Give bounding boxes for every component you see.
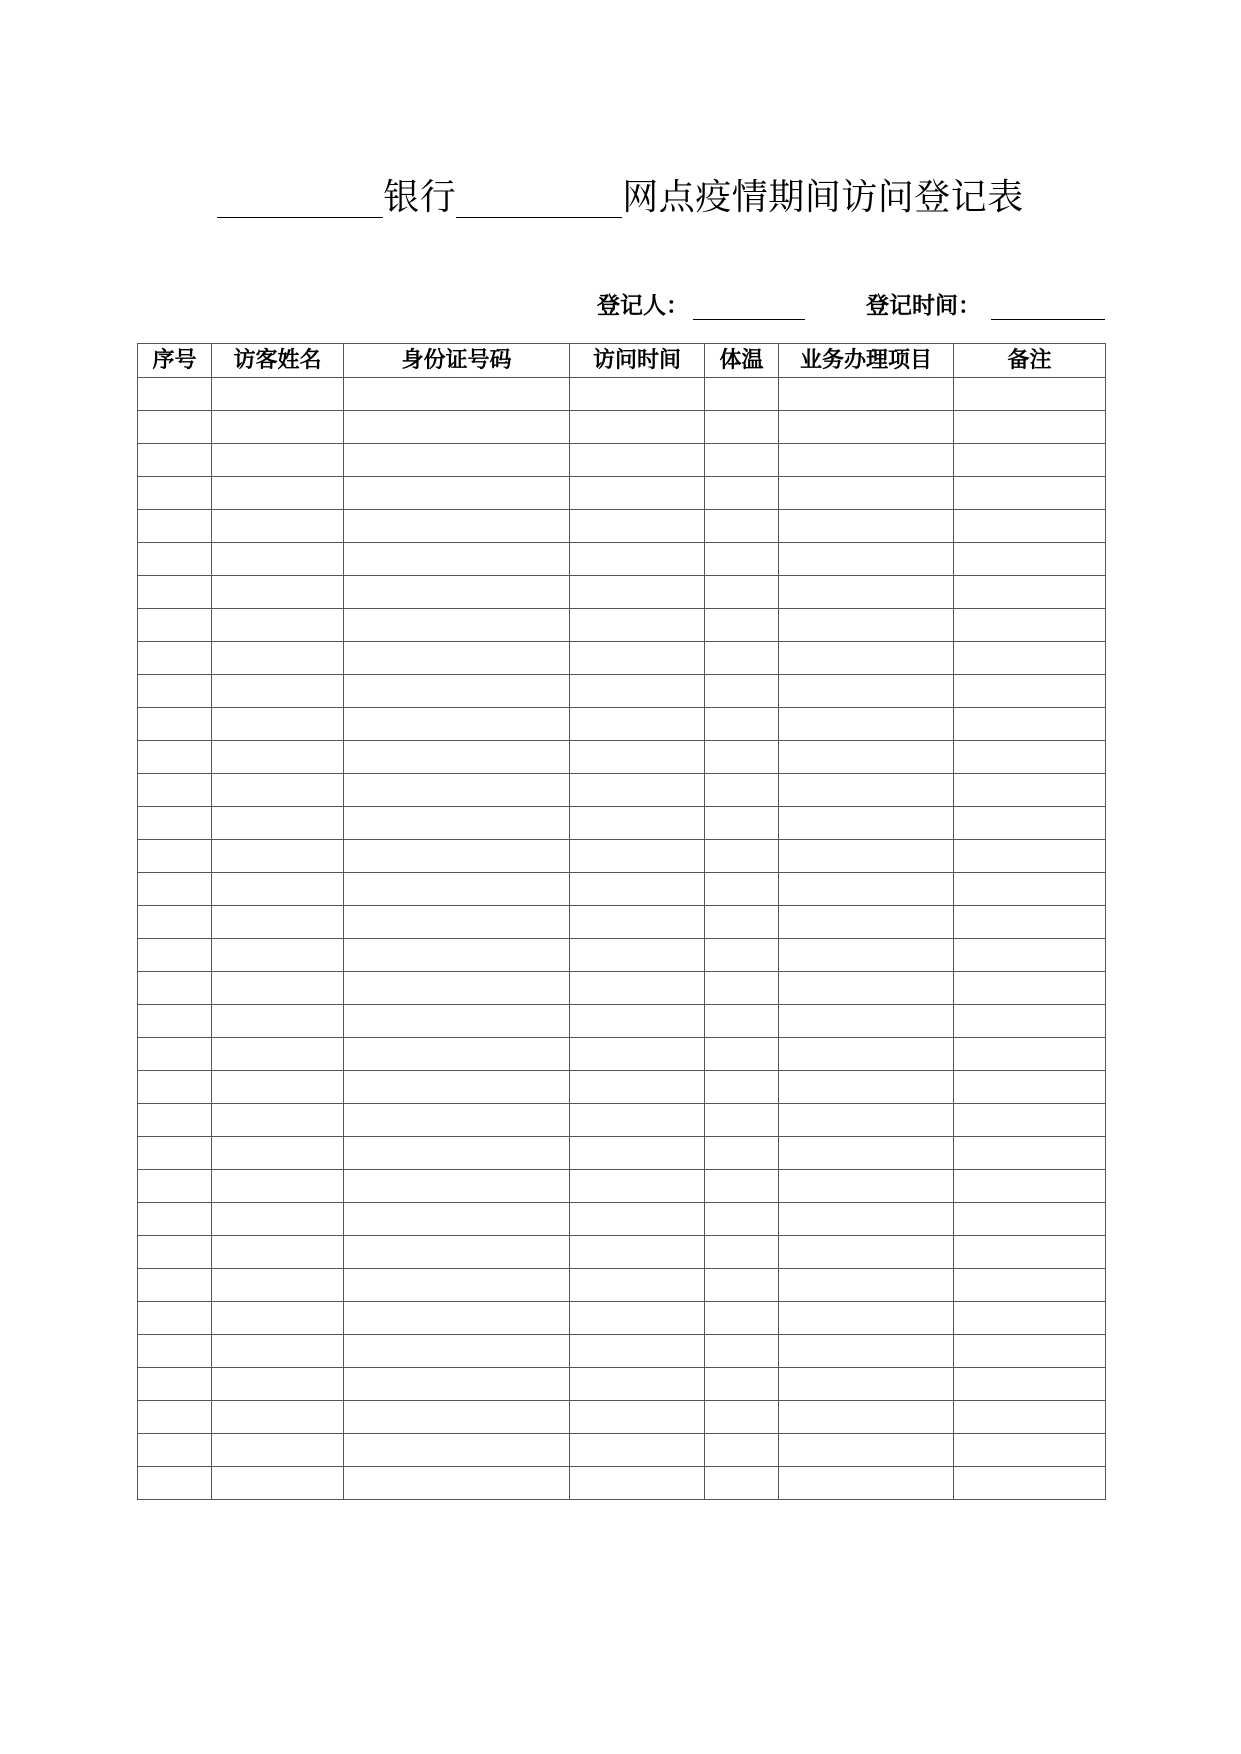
table-cell[interactable] [779,543,954,576]
table-row [138,1071,1106,1104]
column-header-serial-number: 序号 [138,344,212,378]
table-cell[interactable] [954,1335,1106,1368]
table-cell[interactable] [570,477,705,510]
table-cell[interactable] [570,1236,705,1269]
table-cell[interactable] [570,1434,705,1467]
table-cell[interactable] [138,1236,212,1269]
table-cell[interactable] [138,774,212,807]
table-cell[interactable] [212,1401,344,1434]
table-cell[interactable] [954,576,1106,609]
table-row [138,939,1106,972]
table-cell[interactable] [138,1005,212,1038]
table-cell[interactable] [705,1467,779,1500]
table-cell[interactable] [779,1236,954,1269]
table-cell[interactable] [344,411,570,444]
table-cell[interactable] [138,1335,212,1368]
table-cell[interactable] [138,444,212,477]
table-cell[interactable] [954,642,1106,675]
table-cell[interactable] [212,1434,344,1467]
visitor-register-table [137,343,1106,1500]
table-cell[interactable] [779,1302,954,1335]
table-cell[interactable] [954,1203,1106,1236]
table-cell[interactable] [570,1203,705,1236]
table-cell[interactable] [954,1401,1106,1434]
table-cell[interactable] [779,774,954,807]
table-cell[interactable] [344,1434,570,1467]
table-cell[interactable] [344,444,570,477]
table-row [138,1467,1106,1500]
table-cell[interactable] [705,1434,779,1467]
table-cell[interactable] [954,1170,1106,1203]
table-cell[interactable] [138,1401,212,1434]
table-cell[interactable] [779,477,954,510]
table-cell[interactable] [954,1005,1106,1038]
registrar-label: 登记人： [597,293,689,319]
table-cell[interactable] [954,939,1106,972]
table-row [138,840,1106,873]
column-header-visit-time: 访问时间 [570,344,705,378]
bank-name-blank[interactable] [217,172,383,218]
table-cell[interactable] [212,1302,344,1335]
branch-name-blank[interactable] [456,172,622,218]
table-row [138,642,1106,675]
table-row [138,906,1106,939]
table-cell[interactable] [570,609,705,642]
table-cell[interactable] [138,1203,212,1236]
table-cell[interactable] [344,576,570,609]
table-row [138,1005,1106,1038]
table-cell[interactable] [954,477,1106,510]
table-cell[interactable] [705,1203,779,1236]
table-cell[interactable] [779,1368,954,1401]
table-cell[interactable] [705,807,779,840]
table-cell[interactable] [705,1170,779,1203]
table-row [138,1038,1106,1071]
table-row [138,1269,1106,1302]
table-cell[interactable] [344,378,570,411]
table-cell[interactable] [570,972,705,1005]
table-row [138,1170,1106,1203]
table-cell[interactable] [705,741,779,774]
table-row [138,774,1106,807]
title-main-text: 网点疫情期间访问登记表 [622,177,1024,218]
column-header-business-item: 业务办理项目 [779,344,954,378]
table-cell[interactable] [570,1335,705,1368]
table-cell[interactable] [954,1302,1106,1335]
table-cell[interactable] [212,477,344,510]
table-cell[interactable] [779,1269,954,1302]
table-cell[interactable] [344,1302,570,1335]
table-cell[interactable] [779,444,954,477]
table-cell[interactable] [212,1038,344,1071]
table-row [138,972,1106,1005]
table-cell[interactable] [779,1434,954,1467]
table-cell[interactable] [954,1368,1106,1401]
table-body [138,378,1106,1500]
table-cell[interactable] [570,774,705,807]
table-cell[interactable] [212,1467,344,1500]
table-cell[interactable] [705,378,779,411]
table-cell[interactable] [138,1434,212,1467]
table-cell[interactable] [212,774,344,807]
document-title [0,168,1241,224]
table-cell[interactable] [344,1401,570,1434]
table-cell[interactable] [570,741,705,774]
table-cell[interactable] [570,708,705,741]
table-row [138,675,1106,708]
table-cell[interactable] [570,840,705,873]
table-row [138,807,1106,840]
table-row [138,1236,1106,1269]
table-cell[interactable] [779,873,954,906]
table-cell[interactable] [344,939,570,972]
table-cell[interactable] [570,543,705,576]
table-cell[interactable] [138,576,212,609]
table-cell[interactable] [954,510,1106,543]
table-cell[interactable] [954,675,1106,708]
table-cell[interactable] [705,939,779,972]
table-cell[interactable] [344,1038,570,1071]
table-cell[interactable] [570,1170,705,1203]
table-cell[interactable] [954,972,1106,1005]
table-row [138,1203,1106,1236]
table-cell[interactable] [344,972,570,1005]
table-cell[interactable] [570,906,705,939]
table-cell[interactable] [954,1269,1106,1302]
table-cell[interactable] [344,543,570,576]
table-cell[interactable] [779,1203,954,1236]
table-cell[interactable] [344,873,570,906]
table-cell[interactable] [570,642,705,675]
table-cell[interactable] [570,1401,705,1434]
table-cell[interactable] [779,1170,954,1203]
table-cell[interactable] [954,741,1106,774]
table-cell[interactable] [344,1368,570,1401]
table-row [138,477,1106,510]
table-cell[interactable] [138,411,212,444]
table-cell[interactable] [138,1368,212,1401]
table-row [138,609,1106,642]
table-cell[interactable] [779,840,954,873]
registration-time-blank[interactable] [991,294,1105,320]
table-cell[interactable] [954,873,1106,906]
table-cell[interactable] [344,1104,570,1137]
table-cell[interactable] [779,708,954,741]
table-cell[interactable] [212,840,344,873]
table-cell[interactable] [212,807,344,840]
table-cell[interactable] [212,444,344,477]
table-cell[interactable] [138,1467,212,1500]
table-cell[interactable] [705,675,779,708]
table-cell[interactable] [779,378,954,411]
table-cell[interactable] [138,1269,212,1302]
table-cell[interactable] [570,411,705,444]
column-header-id-number: 身份证号码 [344,344,570,378]
table-cell[interactable] [570,675,705,708]
table-cell[interactable] [954,543,1106,576]
table-cell[interactable] [954,708,1106,741]
table-cell[interactable] [138,873,212,906]
table-cell[interactable] [570,1038,705,1071]
table-cell[interactable] [344,840,570,873]
table-cell[interactable] [212,543,344,576]
table-cell[interactable] [570,378,705,411]
table-cell[interactable] [138,1170,212,1203]
table-cell[interactable] [779,1104,954,1137]
table-cell[interactable] [344,1071,570,1104]
table-row [138,378,1106,411]
table-cell[interactable] [954,444,1106,477]
table-cell[interactable] [705,1368,779,1401]
registration-time-label: 登记时间： [866,293,981,319]
table-row [138,1401,1106,1434]
table-cell[interactable] [779,1038,954,1071]
table-cell[interactable] [138,477,212,510]
table-cell[interactable] [138,1137,212,1170]
table-cell[interactable] [570,1071,705,1104]
table-cell[interactable] [138,1038,212,1071]
table-cell[interactable] [779,1335,954,1368]
table-cell[interactable] [344,1467,570,1500]
table-cell[interactable] [779,1071,954,1104]
table-cell[interactable] [705,1401,779,1434]
table-cell[interactable] [779,1401,954,1434]
table-cell[interactable] [954,1137,1106,1170]
table-cell[interactable] [570,1269,705,1302]
table-cell[interactable] [570,1137,705,1170]
table-cell[interactable] [212,609,344,642]
table-cell[interactable] [570,444,705,477]
table-cell[interactable] [705,1137,779,1170]
table-cell[interactable] [212,1335,344,1368]
table-row [138,543,1106,576]
table-cell[interactable] [705,444,779,477]
table-cell[interactable] [344,642,570,675]
table-cell[interactable] [212,906,344,939]
table-cell[interactable] [138,840,212,873]
table-cell[interactable] [344,1335,570,1368]
table-cell[interactable] [705,1236,779,1269]
table-cell[interactable] [344,807,570,840]
table-cell[interactable] [212,1368,344,1401]
table-cell[interactable] [138,1104,212,1137]
table-cell[interactable] [705,906,779,939]
table-cell[interactable] [138,543,212,576]
table-cell[interactable] [705,708,779,741]
table-cell[interactable] [954,774,1106,807]
table-cell[interactable] [212,411,344,444]
table-row [138,1137,1106,1170]
table-row [138,1302,1106,1335]
table-cell[interactable] [212,939,344,972]
table-cell[interactable] [705,840,779,873]
table-cell[interactable] [212,1203,344,1236]
table-row [138,510,1106,543]
table-cell[interactable] [212,1170,344,1203]
table-cell[interactable] [212,1137,344,1170]
table-cell[interactable] [779,807,954,840]
table-cell[interactable] [954,840,1106,873]
table-cell[interactable] [344,906,570,939]
table-cell[interactable] [570,1467,705,1500]
table-cell[interactable] [779,642,954,675]
table-cell[interactable] [212,576,344,609]
table-cell[interactable] [570,939,705,972]
table-cell[interactable] [212,510,344,543]
table-cell[interactable] [705,1005,779,1038]
table-cell[interactable] [344,1005,570,1038]
table-cell[interactable] [954,1434,1106,1467]
table-cell[interactable] [705,1038,779,1071]
table-row [138,1434,1106,1467]
table-cell[interactable] [705,774,779,807]
table-cell[interactable] [138,510,212,543]
table-cell[interactable] [705,543,779,576]
table-cell[interactable] [779,411,954,444]
table-cell[interactable] [779,510,954,543]
table-cell[interactable] [212,1071,344,1104]
table-cell[interactable] [344,1170,570,1203]
table-cell[interactable] [779,906,954,939]
table-cell[interactable] [705,1269,779,1302]
table-row [138,708,1106,741]
table-cell[interactable] [705,576,779,609]
table-cell[interactable] [705,510,779,543]
table-cell[interactable] [779,939,954,972]
table-cell[interactable] [138,642,212,675]
table-cell[interactable] [954,1071,1106,1104]
table-cell[interactable] [570,1302,705,1335]
table-cell[interactable] [779,609,954,642]
table-cell[interactable] [138,741,212,774]
table-cell[interactable] [705,1335,779,1368]
table-cell[interactable] [954,906,1106,939]
table-row [138,741,1106,774]
table-cell[interactable] [570,1005,705,1038]
table-cell[interactable] [705,873,779,906]
table-cell[interactable] [344,774,570,807]
table-cell[interactable] [344,741,570,774]
table-cell[interactable] [954,1467,1106,1500]
table-header-row [138,344,1106,378]
table-cell[interactable] [570,1104,705,1137]
table-cell[interactable] [344,609,570,642]
table-cell[interactable] [954,807,1106,840]
table-cell[interactable] [212,1005,344,1038]
column-header-visitor-name: 访客姓名 [212,344,344,378]
table-cell[interactable] [212,873,344,906]
table-cell[interactable] [212,1269,344,1302]
table-cell[interactable] [212,741,344,774]
table-cell[interactable] [705,477,779,510]
table-cell[interactable] [705,411,779,444]
table-cell[interactable] [954,1236,1106,1269]
table-cell[interactable] [954,1038,1106,1071]
table-cell[interactable] [138,939,212,972]
table-row [138,1335,1106,1368]
table-cell[interactable] [344,477,570,510]
table-cell[interactable] [705,1302,779,1335]
table-row [138,576,1106,609]
table-cell[interactable] [779,1005,954,1038]
table-cell[interactable] [212,972,344,1005]
table-cell[interactable] [344,510,570,543]
registrar-field [597,286,805,320]
table-cell[interactable] [344,708,570,741]
table-cell[interactable] [138,1071,212,1104]
table-cell[interactable] [212,708,344,741]
table-cell[interactable] [212,1236,344,1269]
table-cell[interactable] [954,378,1106,411]
table-cell[interactable] [779,675,954,708]
table-cell[interactable] [570,807,705,840]
table-row [138,1104,1106,1137]
table-cell[interactable] [138,378,212,411]
table-row [138,411,1106,444]
table-cell[interactable] [705,972,779,1005]
table-cell[interactable] [779,741,954,774]
table-cell[interactable] [344,1137,570,1170]
table-cell[interactable] [138,675,212,708]
table-cell[interactable] [138,708,212,741]
table-cell[interactable] [138,972,212,1005]
registration-time-field [866,286,1105,320]
column-header-temperature: 体温 [705,344,779,378]
table-cell[interactable] [344,1203,570,1236]
table-cell[interactable] [705,1071,779,1104]
registrar-blank[interactable] [693,294,805,320]
table-cell[interactable] [138,1302,212,1335]
table-cell[interactable] [344,1236,570,1269]
table-row [138,873,1106,906]
table-cell[interactable] [212,675,344,708]
table-cell[interactable] [570,576,705,609]
bank-suffix-text: 银行 [383,177,457,218]
table-cell[interactable] [705,642,779,675]
table-cell[interactable] [954,1104,1106,1137]
table-cell[interactable] [779,576,954,609]
table-cell[interactable] [570,873,705,906]
table-cell[interactable] [705,609,779,642]
table-cell[interactable] [212,642,344,675]
table-row [138,1368,1106,1401]
table-row [138,444,1106,477]
table-cell[interactable] [779,972,954,1005]
table-cell[interactable] [705,1104,779,1137]
table-cell[interactable] [344,675,570,708]
table-cell[interactable] [954,609,1106,642]
table-cell[interactable] [779,1467,954,1500]
table-cell[interactable] [344,1269,570,1302]
table-cell[interactable] [138,609,212,642]
table-cell[interactable] [138,906,212,939]
table-cell[interactable] [138,807,212,840]
table-cell[interactable] [779,1137,954,1170]
table-cell[interactable] [212,1104,344,1137]
table-cell[interactable] [954,411,1106,444]
table-cell[interactable] [570,1368,705,1401]
table-cell[interactable] [212,378,344,411]
table-cell[interactable] [570,510,705,543]
column-header-remarks: 备注 [954,344,1106,378]
